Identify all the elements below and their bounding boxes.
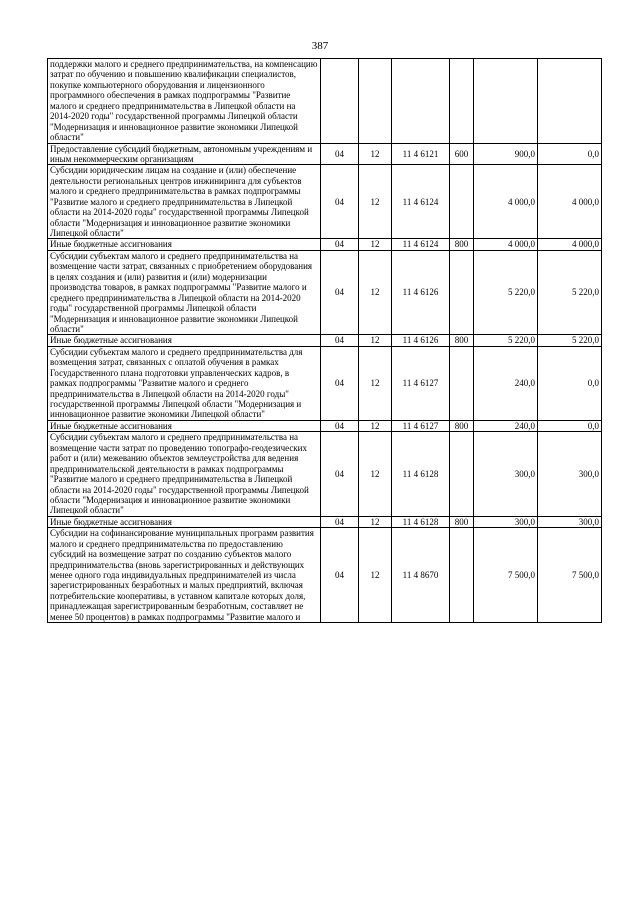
expense-type-code <box>450 59 474 144</box>
expense-type-code: 800 <box>450 335 474 346</box>
subsection-code: 12 <box>359 165 392 239</box>
target-article-code: 11 4 6124 <box>392 165 450 239</box>
amount-year-2: 0,0 <box>538 420 602 431</box>
target-article-code: 11 4 6126 <box>392 250 450 335</box>
amount-year-1: 900,0 <box>474 143 538 165</box>
amount-year-2: 7 500,0 <box>538 528 602 623</box>
section-code: 04 <box>321 335 359 346</box>
amount-year-2: 0,0 <box>538 143 602 165</box>
section-code: 04 <box>321 143 359 165</box>
row-description: Субсидии субъектам малого и среднего предпринимательства на возмещение части затрат по проведению топографо-геодезических работ и (или) межеванию объектов землеустройства для ведения предпринимательской деятельности в рамках подпрограммы "Развитие малого и среднего предпринимательства в Липецкой области на 2014-2020 годы" государственной программы Липецкой области "Модернизация и инновационное развитие экономики Липецкой области" <box>48 432 321 517</box>
target-article-code <box>392 59 450 144</box>
section-code: 04 <box>321 528 359 623</box>
table-row <box>48 165 602 239</box>
expense-type-code <box>450 528 474 623</box>
amount-year-1: 240,0 <box>474 420 538 431</box>
table-row <box>48 143 602 165</box>
row-description: Иные бюджетные ассигнования <box>48 516 321 527</box>
expense-type-code: 800 <box>450 239 474 250</box>
expense-type-code <box>450 250 474 335</box>
amount-year-1 <box>474 59 538 144</box>
row-description: Иные бюджетные ассигнования <box>48 239 321 250</box>
amount-year-2: 0,0 <box>538 346 602 420</box>
amount-year-1: 5 220,0 <box>474 250 538 335</box>
row-description: Субсидии на софинансирование муниципальных программ развития малого и среднего предпринимательства по предоставлению субсидий на возмещение затрат по созданию субъектов малого предпринимательства (вновь зарегистрированных и действующих менее одного года индивидуальных предпринимателей из числа зарегистрированных безработных и малых предприятий, включая потребительские кооперативы, в уставном капитале которых доля, принадлежащая зарегистрированным безработным, составляет не менее 50 процентов) в рамках подпрограммы "Развитие малого и <box>48 528 321 623</box>
amount-year-1: 7 500,0 <box>474 528 538 623</box>
row-description: Субсидии субъектам малого и среднего предпринимательства на возмещение части затрат, связанных с приобретением оборудования в целях создания и (или) развития и (или) модернизации производства товаров, в рамках подпрограммы "Развитие малого и среднего предпринимательства в Липецкой области на 2014-2020 годы" государственной программы Липецкой области "Модернизация и инновационное развитие экономики Липецкой области" <box>48 250 321 335</box>
section-code: 04 <box>321 165 359 239</box>
target-article-code: 11 4 6128 <box>392 516 450 527</box>
table-row <box>48 335 602 346</box>
row-description: Субсидии юридическим лицам на создание и (или) обеспечение деятельности региональных центров инжиниринга для субъектов малого и среднего предпринимательства в рамках подпрограммы "Развитие малого и среднего предпринимательства в Липецкой области на 2014-2020 годы" государственной программы Липецкой области "Модернизация и инновационное развитие экономики Липецкой области" <box>48 165 321 239</box>
subsection-code: 12 <box>359 516 392 527</box>
amount-year-1: 300,0 <box>474 432 538 517</box>
table-row <box>48 239 602 250</box>
row-description: поддержки малого и среднего предпринимательства, на компенсацию затрат по обучению и повышению квалификации специалистов, покупке компьютерного оборудования и лицензионного программного обеспечения в рамках подпрограммы "Развитие малого и среднего предпринимательства в Липецкой области на 2014-2020 годы" государственной программы Липецкой области "Модернизация и инновационное развитие экономики Липецкой области" <box>48 59 321 144</box>
amount-year-1: 5 220,0 <box>474 335 538 346</box>
section-code: 04 <box>321 420 359 431</box>
subsection-code: 12 <box>359 143 392 165</box>
budget-table <box>47 58 602 623</box>
amount-year-2: 4 000,0 <box>538 239 602 250</box>
subsection-code: 12 <box>359 335 392 346</box>
section-code: 04 <box>321 239 359 250</box>
table-row <box>48 250 602 335</box>
subsection-code: 12 <box>359 346 392 420</box>
target-article-code: 11 4 6127 <box>392 420 450 431</box>
target-article-code: 11 4 8670 <box>392 528 450 623</box>
amount-year-1: 4 000,0 <box>474 239 538 250</box>
amount-year-2: 300,0 <box>538 432 602 517</box>
expense-type-code <box>450 165 474 239</box>
amount-year-1: 300,0 <box>474 516 538 527</box>
subsection-code: 12 <box>359 250 392 335</box>
section-code: 04 <box>321 250 359 335</box>
amount-year-2: 5 220,0 <box>538 250 602 335</box>
row-description: Иные бюджетные ассигнования <box>48 420 321 431</box>
expense-type-code <box>450 432 474 517</box>
table-row <box>48 516 602 527</box>
section-code: 04 <box>321 432 359 517</box>
amount-year-1: 4 000,0 <box>474 165 538 239</box>
row-description: Субсидии субъектам малого и среднего предпринимательства для возмещения затрат, связанных с оплатой обучения в рамках Государственного плана подготовки управленческих кадров, в рамках подпрограммы "Развитие малого и среднего предпринимательства в Липецкой области на 2014-2020 годы" государственной программы Липецкой области "Модернизация и инновационное развитие экономики Липецкой области" <box>48 346 321 420</box>
amount-year-1: 240,0 <box>474 346 538 420</box>
row-description: Предоставление субсидий бюджетным, автономным учреждениям и иным некоммерческим организациям <box>48 143 321 165</box>
section-code: 04 <box>321 516 359 527</box>
page-number: 387 <box>311 40 329 52</box>
expense-type-code: 600 <box>450 143 474 165</box>
subsection-code: 12 <box>359 432 392 517</box>
table-row <box>48 59 602 144</box>
target-article-code: 11 4 6126 <box>392 335 450 346</box>
subsection-code: 12 <box>359 239 392 250</box>
row-description: Иные бюджетные ассигнования <box>48 335 321 346</box>
amount-year-2 <box>538 59 602 144</box>
table-row <box>48 346 602 420</box>
target-article-code: 11 4 6121 <box>392 143 450 165</box>
amount-year-2: 4 000,0 <box>538 165 602 239</box>
amount-year-2: 5 220,0 <box>538 335 602 346</box>
table-row <box>48 432 602 517</box>
amount-year-2: 300,0 <box>538 516 602 527</box>
expense-type-code: 800 <box>450 420 474 431</box>
section-code <box>321 59 359 144</box>
section-code: 04 <box>321 346 359 420</box>
target-article-code: 11 4 6124 <box>392 239 450 250</box>
table-row <box>48 420 602 431</box>
subsection-code <box>359 59 392 144</box>
expense-type-code <box>450 346 474 420</box>
target-article-code: 11 4 6128 <box>392 432 450 517</box>
table-row <box>48 528 602 623</box>
subsection-code: 12 <box>359 528 392 623</box>
expense-type-code: 800 <box>450 516 474 527</box>
target-article-code: 11 4 6127 <box>392 346 450 420</box>
subsection-code: 12 <box>359 420 392 431</box>
